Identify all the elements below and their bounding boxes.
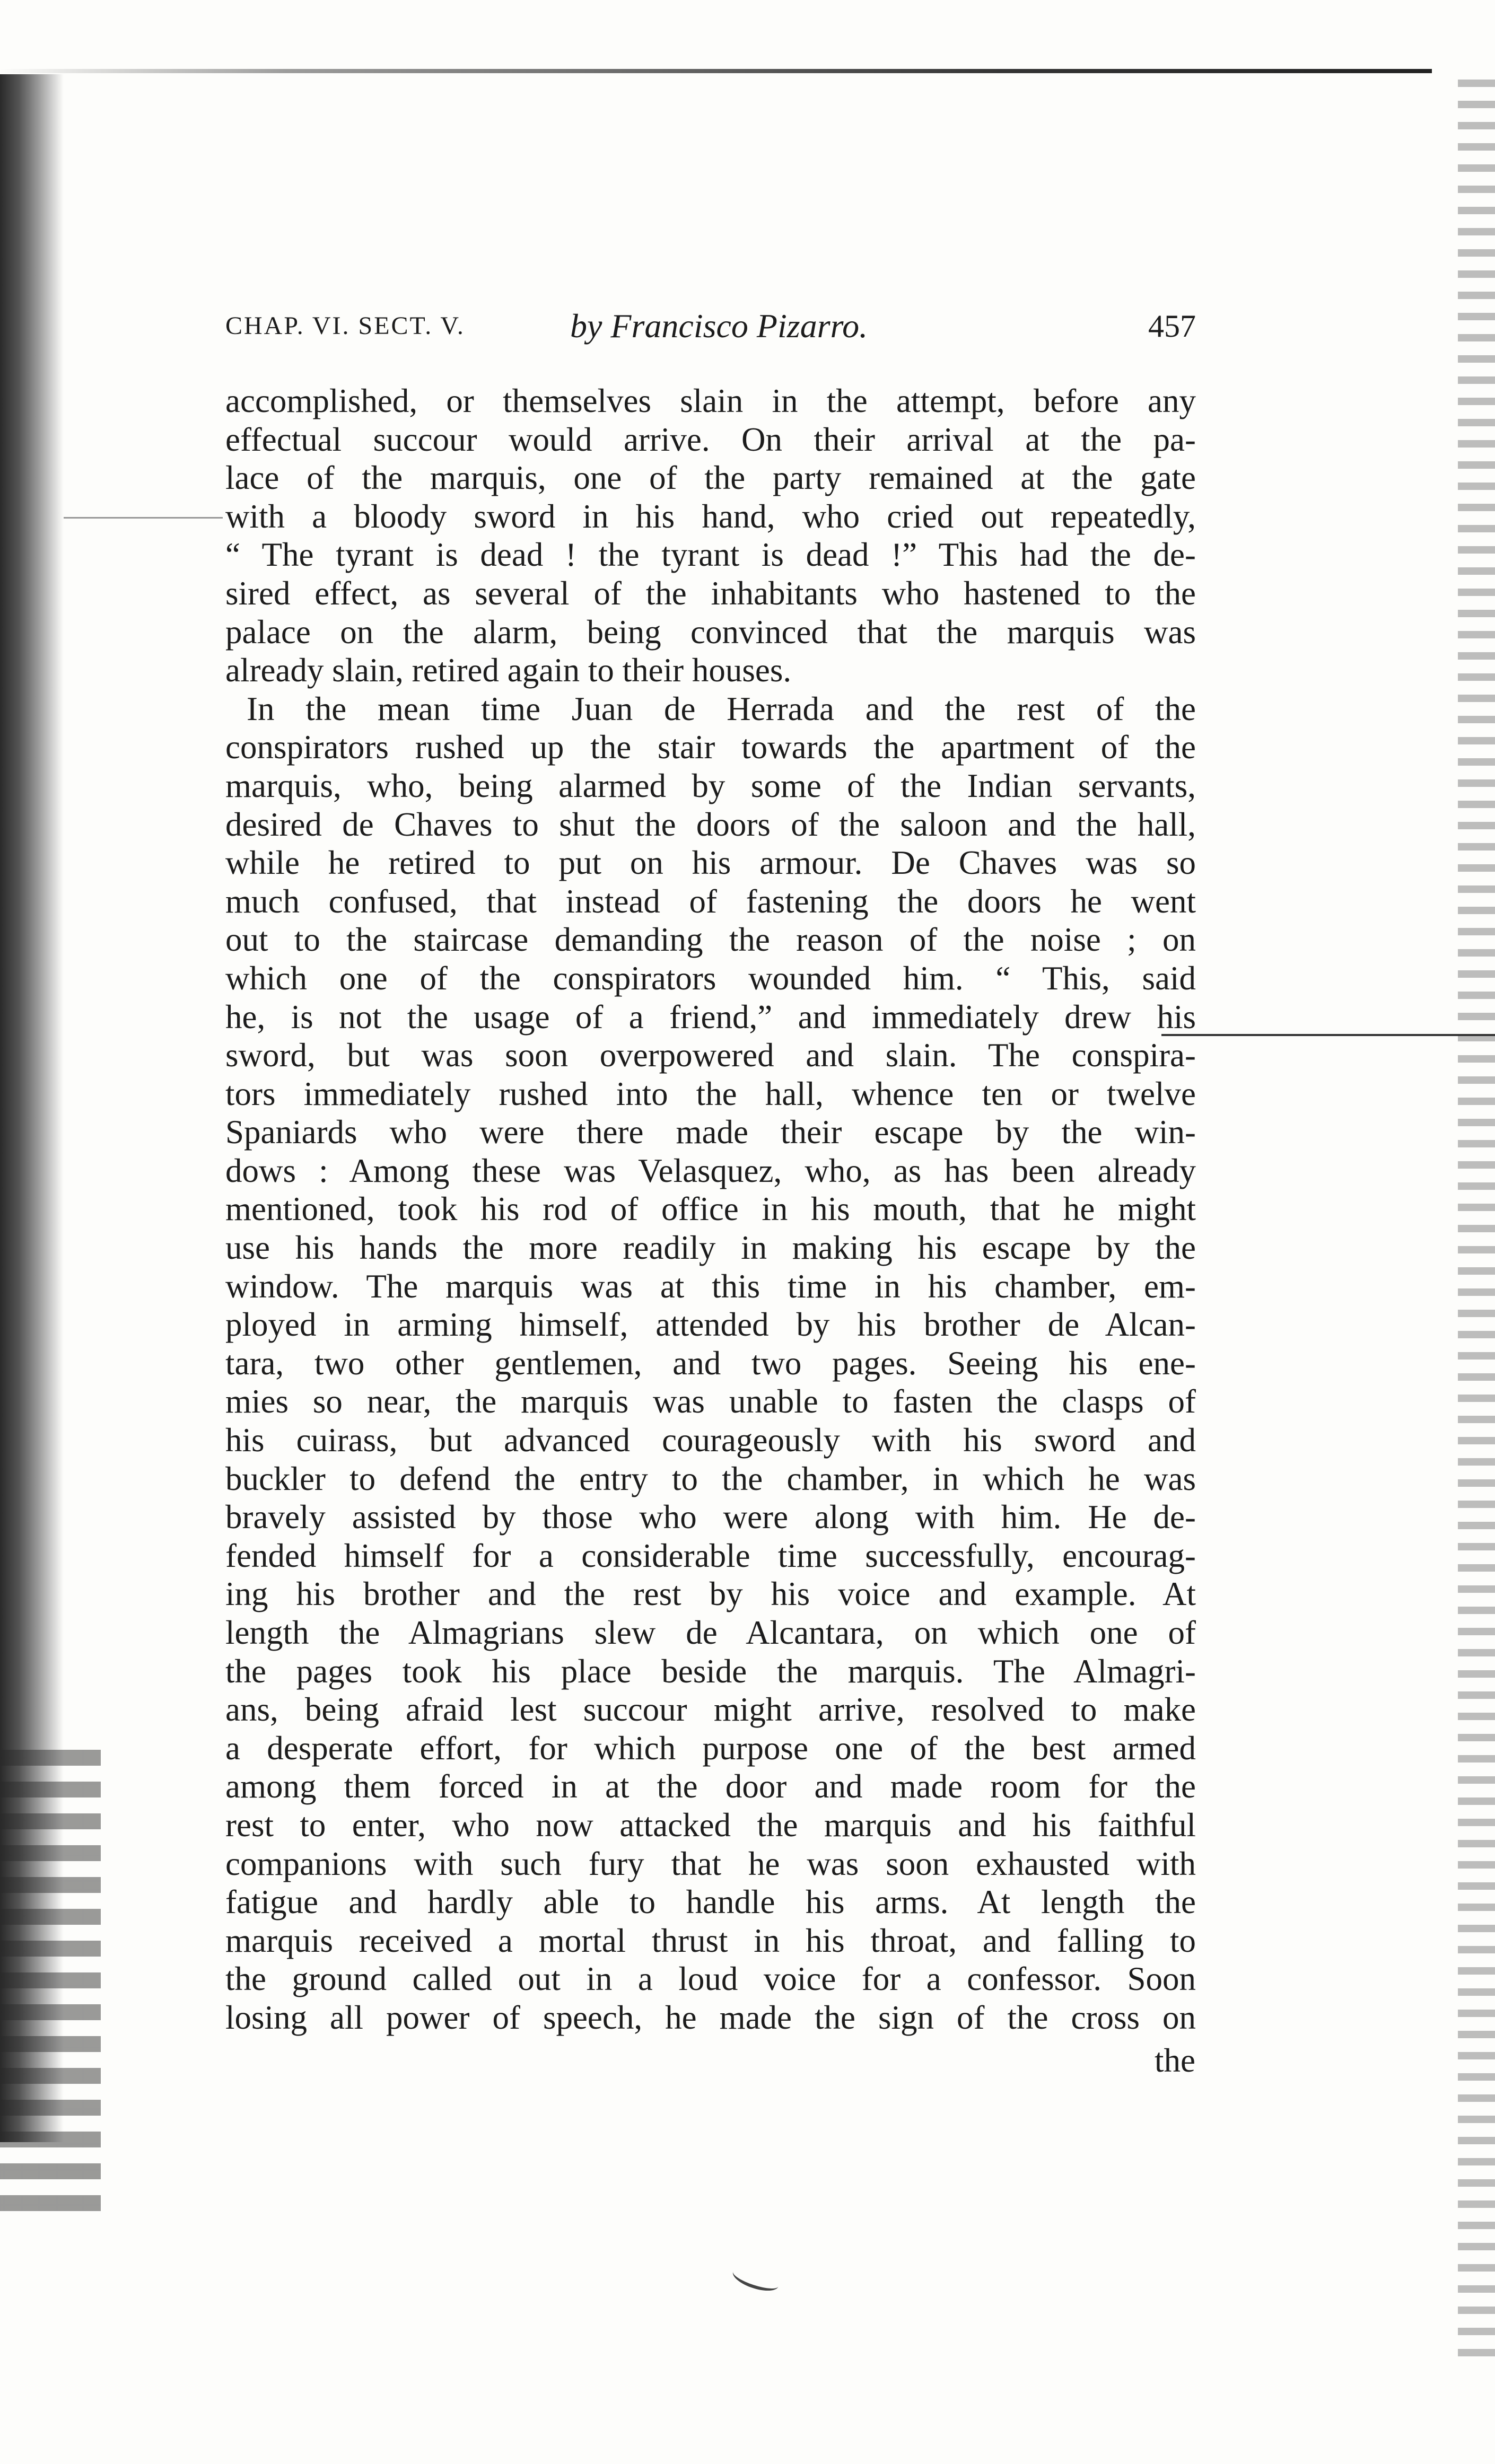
text-line: fended himself for a considerable time successfully, encourag- [225, 1537, 1196, 1574]
text-line: In the mean time Juan de Herrada and the rest of the [247, 690, 1196, 727]
text-line: his cuirass, but advanced courageously with his sword and [225, 1422, 1196, 1459]
scan-right-edge [1458, 80, 1495, 2360]
ink-blot [730, 2263, 782, 2295]
stray-scan-line-left [64, 517, 223, 519]
text-line: Spaniards who were there made their escape by the win- [225, 1113, 1196, 1151]
running-title-center: by Francisco Pizarro. [570, 307, 868, 345]
text-line: while he retired to put on his armour. De Chaves was so [225, 844, 1196, 882]
text-line: mentioned, took his rod of office in his mouth, that he might [225, 1190, 1196, 1228]
stray-scan-line [1161, 1034, 1495, 1036]
text-line: among them forced in at the door and made room for the [225, 1768, 1196, 1805]
text-line: marquis, who, being alarmed by some of the Indian servants, [225, 767, 1196, 804]
text-line: sword, but was soon overpowered and slain. The conspira- [225, 1037, 1196, 1074]
page-number: 457 [1148, 309, 1196, 344]
text-line: sired effect, as several of the inhabitants who hastened to the [225, 574, 1196, 612]
text-line: ployed in arming himself, attended by his brother de Alcan- [225, 1306, 1196, 1344]
text-line: conspirators rushed up the stair towards the apartment of the [225, 729, 1196, 766]
text-line: dows : Among these was Velasquez, who, as has been already [225, 1152, 1196, 1189]
text-line: effectual succour would arrive. On their arrival at the pa- [225, 420, 1196, 458]
text-line: ans, being afraid lest succour might arrive, resolved to make [225, 1691, 1196, 1729]
scan-top-edge [0, 69, 1432, 73]
text-line: “ The tyrant is dead ! the tyrant is dead !” This had the de- [225, 536, 1196, 574]
running-title-left: CHAP. VI. SECT. V. [225, 312, 465, 340]
text-line: losing all power of speech, he made the sign of the cross on [225, 1998, 1196, 2036]
text-line: companions with such fury that he was soon exhausted with [225, 1845, 1196, 1882]
running-header [225, 305, 1196, 347]
text-line: fatigue and hardly able to handle his arms. At length the [225, 1883, 1196, 1921]
text-line: tors immediately rushed into the hall, whence ten or twelve [225, 1075, 1196, 1112]
text-line: bravely assisted by those who were along with him. He de- [225, 1498, 1196, 1536]
text-line: already slain, retired again to their houses. [225, 652, 792, 689]
body-text [225, 382, 1196, 2037]
text-line: desired de Chaves to shut the doors of the saloon and the hall, [225, 805, 1196, 843]
text-line: the pages took his place beside the marquis. The Almagri- [225, 1652, 1196, 1690]
text-line: accomplished, or themselves slain in the attempt, before any [225, 382, 1196, 419]
text-line: with a bloody sword in his hand, who cried out repeatedly, [225, 497, 1196, 535]
text-line: palace on the alarm, being convinced that the marquis was [225, 613, 1196, 651]
text-line: window. The marquis was at this time in his chamber, em- [225, 1267, 1196, 1305]
catchword: the [1155, 2042, 1195, 2079]
text-line: ing his brother and the rest by his voice and example. At [225, 1575, 1196, 1613]
text-line: he, is not the usage of a friend,” and immediately drew his [225, 998, 1196, 1036]
text-line: marquis received a mortal thrust in his throat, and falling to [225, 1922, 1196, 1959]
text-line: which one of the conspirators wounded him. “ This, said [225, 959, 1196, 997]
text-line: length the Almagrians slew de Alcantara, on which one of [225, 1614, 1196, 1651]
text-line: buckler to defend the entry to the chamber, in which he was [225, 1460, 1196, 1497]
text-line: tara, two other gentlemen, and two pages. Seeing his ene- [225, 1344, 1196, 1382]
text-line: mies so near, the marquis was unable to fasten the clasps of [225, 1383, 1196, 1420]
text-line: lace of the marquis, one of the party remained at the gate [225, 459, 1196, 497]
text-line: out to the staircase demanding the reason of the noise ; on [225, 921, 1196, 959]
text-line: use his hands the more readily in making his escape by the [225, 1229, 1196, 1267]
text-line: much confused, that instead of fastening the doors he went [225, 882, 1196, 920]
text-line: rest to enter, who now attacked the marquis and his faithful [225, 1806, 1196, 1844]
text-line: a desperate effort, for which purpose one of the best armed [225, 1729, 1196, 1767]
binding-shadow-lower [0, 1750, 101, 2227]
text-line: the ground called out in a loud voice for a confessor. Soon [225, 1960, 1196, 1998]
